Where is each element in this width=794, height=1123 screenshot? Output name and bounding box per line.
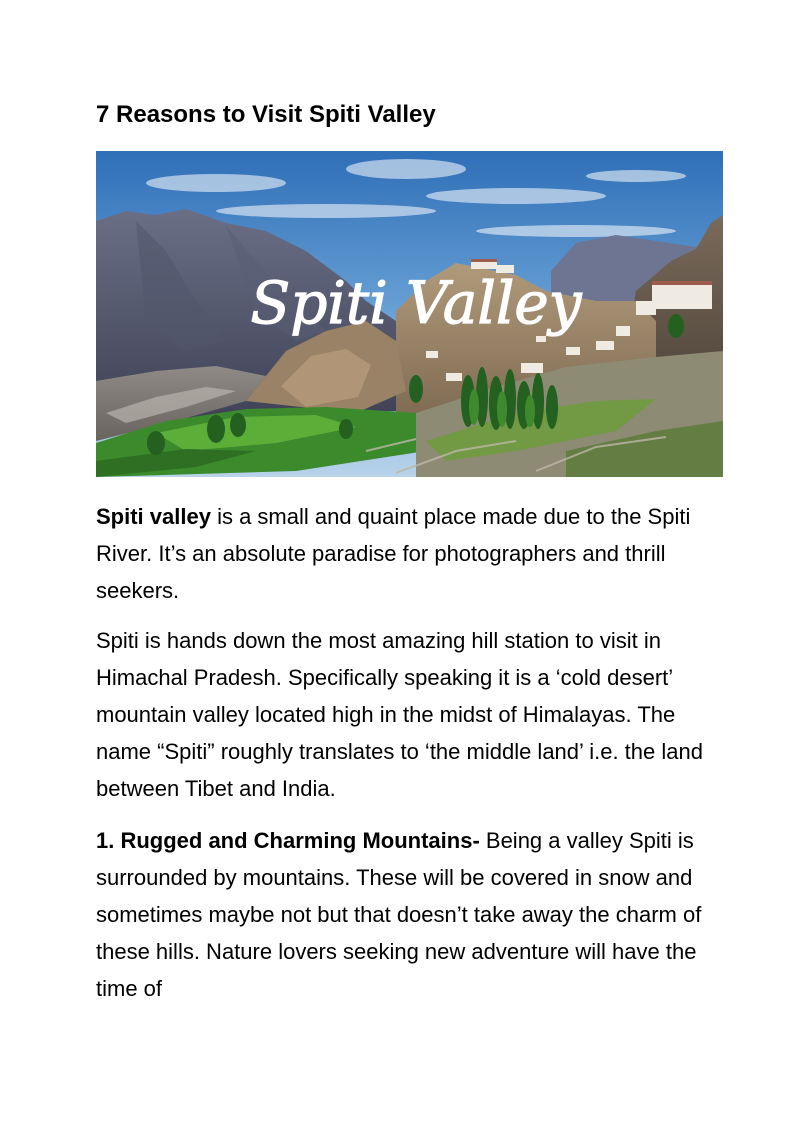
spiti-valley-photo <box>96 151 723 477</box>
hero-overlay-title: Spiti Valley <box>250 269 582 337</box>
reason-1-text: Being a valley Spiti is surrounded by mountains. These will be covered in snow and sometimes maybe not but that doesn’t take away the charm of these hills. Nature lovers seeking new adventure will have the time of <box>96 828 702 1001</box>
intro-rest: is a small and quaint place made due to the Spiti River. It’s an absolute paradise for photographers and thrill seekers. <box>96 504 691 603</box>
reason-1-heading: 1. Rugged and Charming Mountains- <box>96 828 480 853</box>
description-paragraph: Spiti is hands down the most amazing hill station to visit in Himachal Pradesh. Specifically speaking it is a ‘cold desert’ mountain valley located high in the midst of Himalayas. The name “Spiti” roughly translates to ‘the middle land’ i.e. the land between Tibet and India. <box>96 628 703 801</box>
landscape-illustration <box>96 151 723 477</box>
intro-paragraph <box>96 498 726 609</box>
page-title: 7 Reasons to Visit Spiti Valley <box>96 101 436 128</box>
reason-1-paragraph <box>96 822 726 1007</box>
intro-lead: Spiti valley <box>96 504 211 529</box>
